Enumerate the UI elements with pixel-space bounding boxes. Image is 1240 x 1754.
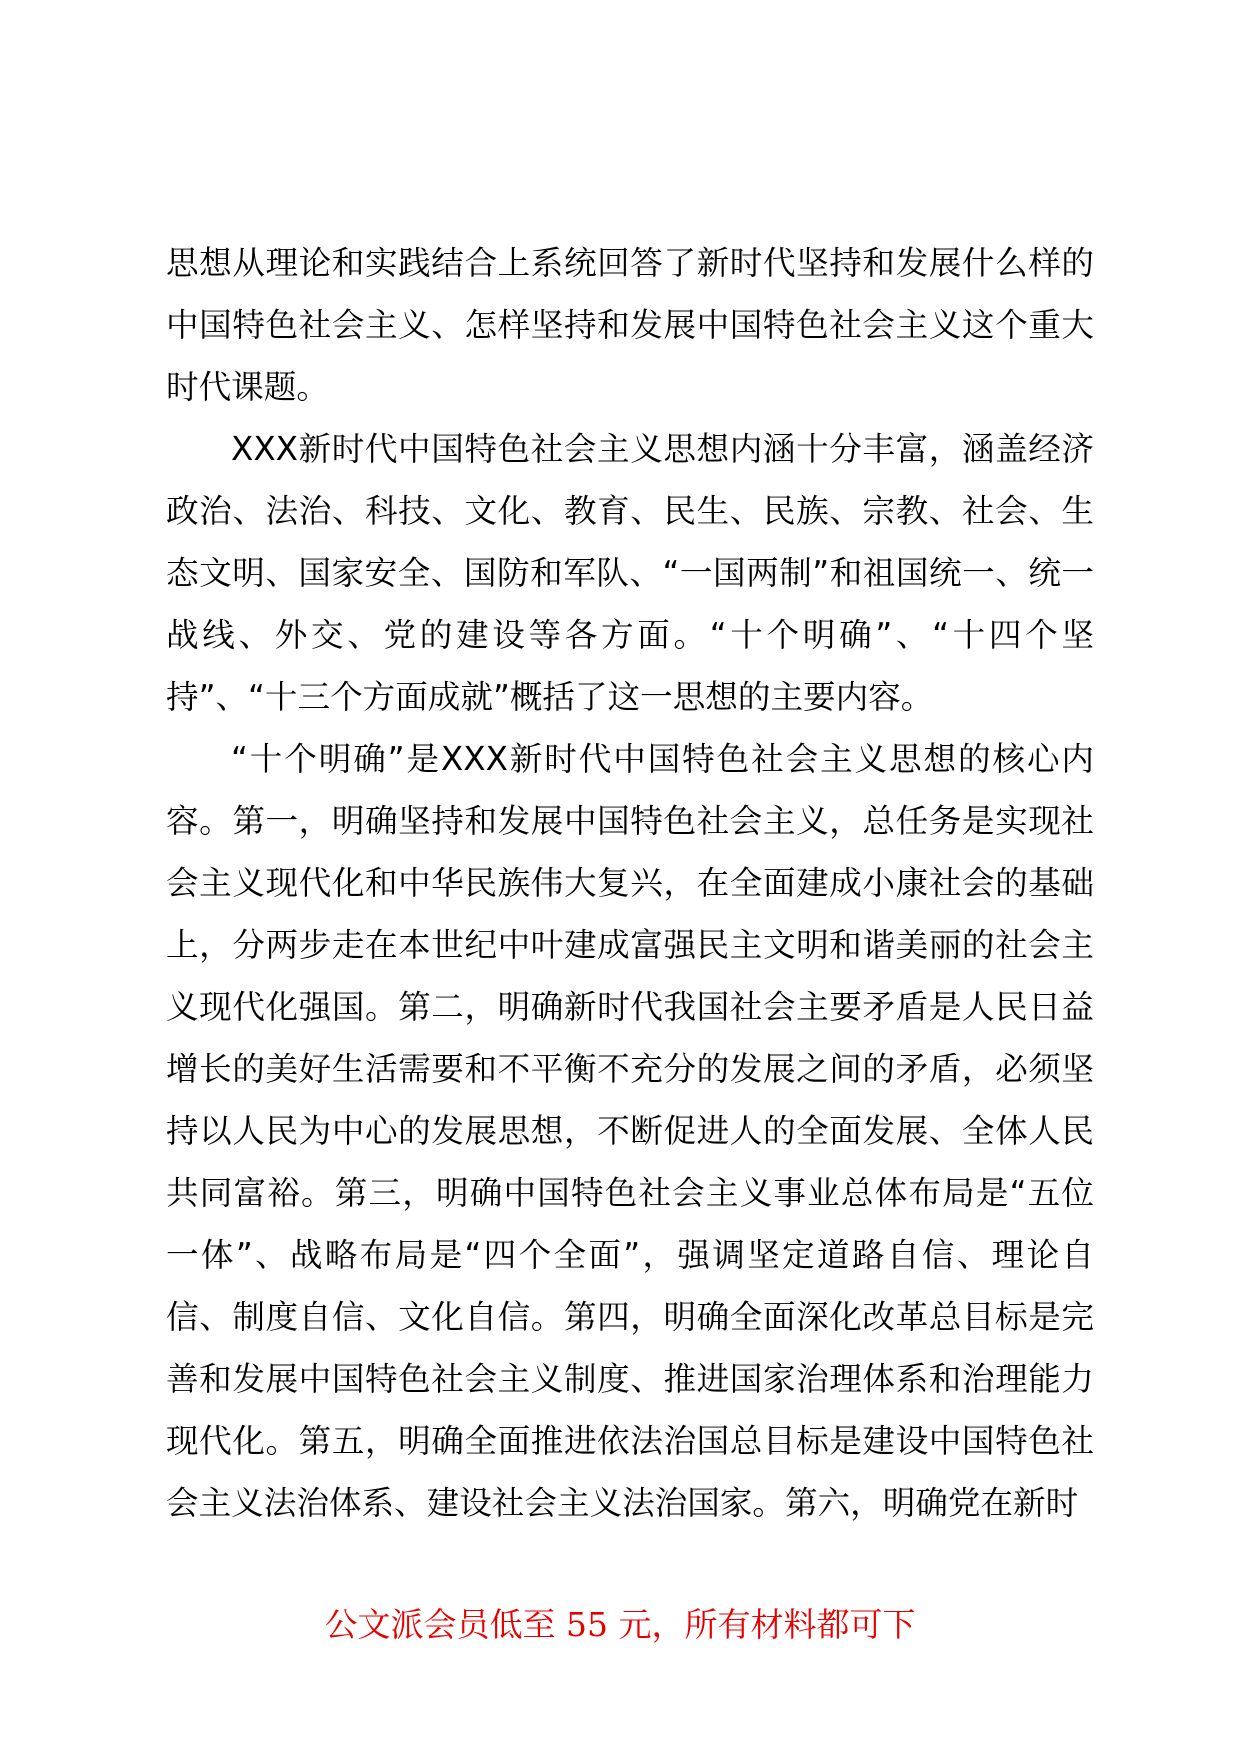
body-text	[166, 232, 1094, 1534]
promo-footer: 公文派会员低至 55 元，所有材料都可下	[324, 1605, 916, 1644]
paragraph-3: “十个明确”是XXX新时代中国特色社会主义思想的核心内容。第一，明确坚持和发展中国特色社会主义，总任务是实现社会主义现代化和中华民族伟大复兴，在全面建成小康社会的基础上，分两步走在本世纪中叶建成富强民主文明和谐美丽的社会主义现代化强国。第二，明确新时代我国社会主要矛盾是人民日益增长的美好生活需要和不平衡不充分的发展之间的矛盾，必须坚持以人民为中心的发展思想，不断促进人的全面发展、全体人民共同富裕。第三，明确中国特色社会主义事业总体布局是“五位一体”、战略布局是“四个全面”，强调坚定道路自信、理论自信、制度自信、文化自信。第四，明确全面深化改革总目标是完善和发展中国特色社会主义制度、推进国家治理体系和治理能力现代化。第五，明确全面推进依法治国总目标是建设中国特色社会主义法治体系、建设社会主义法治国家。第六，明确党在新时	[166, 740, 1094, 1522]
paragraph-1: 思想从理论和实践结合上系统回答了新时代坚持和发展什么样的中国特色社会主义、怎样坚持和发展中国特色社会主义这个重大时代课题。	[166, 244, 1094, 406]
paragraph-2: XXX新时代中国特色社会主义思想内涵十分丰富，涵盖经济政治、法治、科技、文化、教育、民生、民族、宗教、社会、生态文明、国家安全、国防和军队、“一国两制”和祖国统一、统一战线、外交、党的建设等各方面。“十个明确”、“十四个坚持”、“十三个方面成就”概括了这一思想的主要内容。	[166, 430, 1094, 716]
